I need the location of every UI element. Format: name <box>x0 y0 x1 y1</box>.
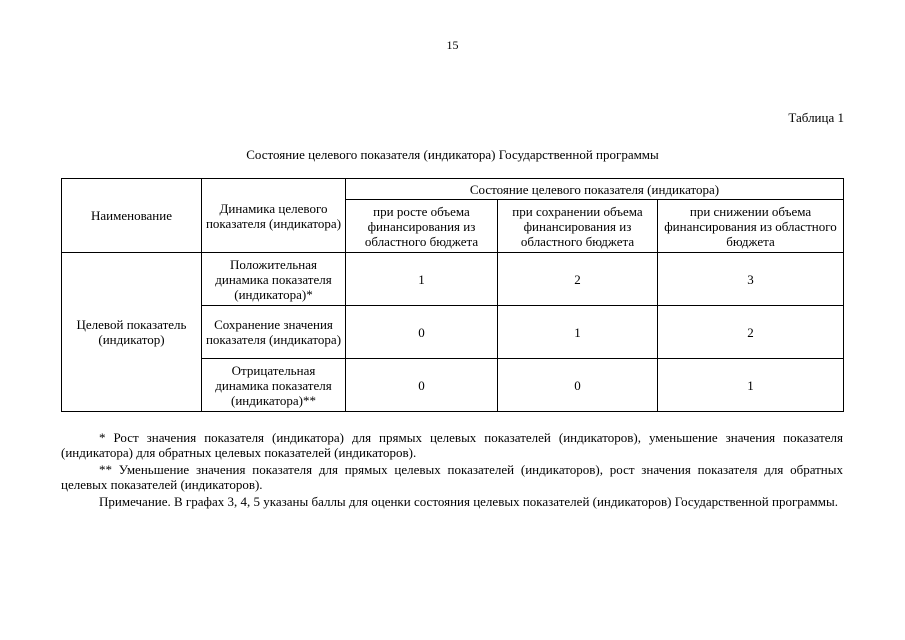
header-state-group: Состояние целевого показателя (индикатора) <box>346 179 844 200</box>
page-number: 15 <box>446 38 459 52</box>
cell-decline: 3 <box>658 253 844 306</box>
cell-keep: 2 <box>498 253 658 306</box>
cell-keep: 0 <box>498 359 658 412</box>
cell-growth: 1 <box>346 253 498 306</box>
cell-decline: 1 <box>658 359 844 412</box>
header-name: Наименование <box>62 179 202 253</box>
cell-growth: 0 <box>346 306 498 359</box>
header-keep: при сохранении объема финансирования из областного бюджета <box>498 200 658 253</box>
footnotes <box>61 430 843 511</box>
header-decline: при снижении объема финансирования из областного бюджета <box>658 200 844 253</box>
header-dynamics: Динамика целевого показателя (индикатора) <box>202 179 346 253</box>
table-label: Таблица 1 <box>788 110 844 125</box>
indicator-state-table <box>61 178 844 412</box>
row-name: Целевой показатель (индикатор) <box>62 253 202 412</box>
row-dynamics: Положительная динамика показателя (индикатора)* <box>202 253 346 306</box>
row-dynamics: Отрицательная динамика показателя (индикатора)** <box>202 359 346 412</box>
table-header-row <box>62 179 844 200</box>
table-title: Состояние целевого показателя (индикатора) Государственной программы <box>246 147 659 162</box>
note-remark: Примечание. В графах 3, 4, 5 указаны баллы для оценки состояния целевых показателей (индикаторов) Государственной программы. <box>99 494 839 509</box>
cell-decline: 2 <box>658 306 844 359</box>
footnote-positive: * Рост значения показателя (индикатора) для прямых целевых показателей (индикаторов), уменьшение значения показателя (индикатора) для обратных целевых показателей (индикаторов). <box>61 430 843 460</box>
cell-growth: 0 <box>346 359 498 412</box>
cell-keep: 1 <box>498 306 658 359</box>
header-growth: при росте объема финансирования из областного бюджета <box>346 200 498 253</box>
table-row <box>62 253 844 306</box>
footnote-negative: ** Уменьшение значения показателя для прямых целевых показателей (индикаторов), рост значения показателя для обратных целевых показателей (индикаторов). <box>61 462 843 492</box>
row-dynamics: Сохранение значения показателя (индикатора) <box>202 306 346 359</box>
